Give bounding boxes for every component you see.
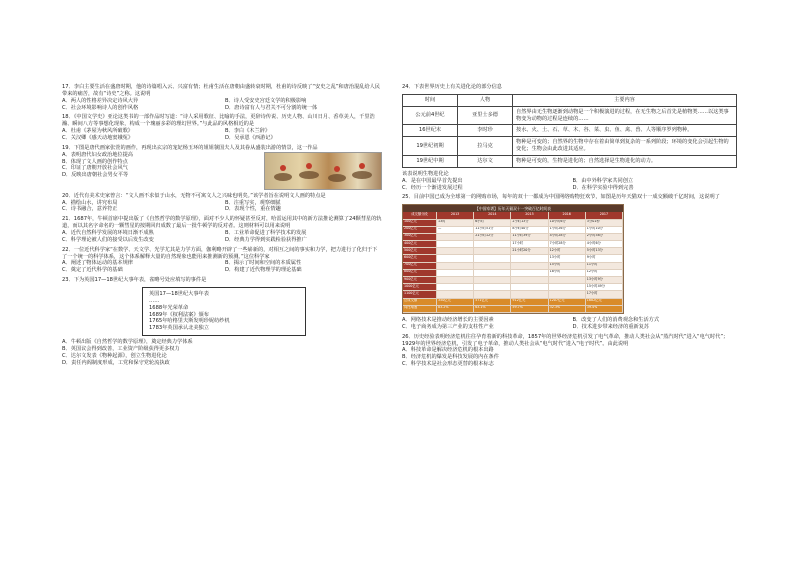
grid-year-header: 2014 — [474, 212, 511, 219]
option-a[interactable]: A．网络技术是推动经济增长的主要因素 — [402, 316, 494, 323]
table-header-row — [403, 94, 737, 106]
grid-cell — [511, 270, 548, 277]
cell-content: 物种是可变的，生物是进化的；自然选择是生物进化的动力。 — [513, 156, 737, 168]
cell-time: 公元前4世纪 — [403, 106, 458, 125]
question-21 — [62, 216, 382, 243]
grid-cell: 21小时20分 — [511, 248, 548, 255]
grid-cell — [437, 284, 474, 291]
grid-cell: 1小时26分 — [549, 227, 586, 234]
grid-cell — [437, 277, 474, 284]
grid-cell — [474, 291, 511, 298]
question-20 — [62, 193, 382, 214]
question-24-stem: 24．下表世界历史上有关进化论的部分信息 — [402, 84, 502, 90]
grid-cell — [437, 241, 474, 248]
header-content: 主要内容 — [513, 94, 737, 106]
option-a[interactable]: A．杜甫《茅屋为秋风所破歌》 — [62, 128, 133, 135]
timeline-item: 1688年光荣革命 — [149, 304, 189, 311]
grid-cell: 350亿元 — [437, 299, 474, 306]
option-d[interactable]: D．吴承恩《西游记》 — [225, 135, 276, 142]
grid-cell: 83.2% — [437, 306, 474, 313]
question-25 — [402, 194, 737, 330]
option-a[interactable]: A．科技革命是解决经济危机的根本出路 — [402, 347, 494, 354]
option-c[interactable]: C．印证了唐朝开放社会风气 — [62, 165, 128, 172]
grid-cell — [549, 277, 586, 284]
option-c[interactable]: C．经历一个渐进发展过程 — [402, 184, 463, 191]
right-column — [402, 84, 737, 368]
grid-cell — [511, 263, 548, 270]
grid-cell — [511, 284, 548, 291]
grid-cell: 12小时 — [586, 270, 623, 277]
question-20-options — [62, 200, 382, 214]
grid-row-label: 600亿元 — [403, 255, 437, 262]
option-d[interactable]: D．责任内阁制度形成，工党和保守党轮流执政 — [62, 359, 170, 366]
question-24-options — [402, 178, 737, 192]
grid-cell: 9小时 — [586, 255, 623, 262]
grid-cell — [511, 277, 548, 284]
grid-year-header: 2013 — [437, 212, 474, 219]
option-b[interactable]: B．由中外科学家共同创立 — [572, 177, 634, 184]
grid-cell: 912亿元 — [511, 299, 548, 306]
question-18-stem: 18．《中国文学史》亚论这类书的一部作品时写道：“诗人采用歌征、比喻的手法，更辞诗传说、历史人物、山川日月、香草美人，千里浩瀚、瞬间八方等事想化现象，构成一个瑰丽多彩的理幻世界。”与此品的风格相近的是 — [62, 114, 375, 128]
grid-cell — [474, 241, 511, 248]
grid-cell — [474, 284, 511, 291]
option-a[interactable]: A．是在中国最早首先提出 — [402, 177, 463, 184]
option-b[interactable]: B．英国议会得到改善，工业资产阶级获得更多权力 — [62, 346, 180, 353]
timeline-item: …… — [149, 297, 160, 304]
grid-cell: 21小时12分 — [474, 234, 511, 241]
table-row — [403, 156, 737, 168]
option-c[interactable]: C．科学技术是社会形态更替的根本标志 — [402, 361, 494, 368]
grid-cell — [549, 291, 586, 298]
grid-cell: — — [437, 227, 474, 234]
grid-cell: 39.4% — [586, 306, 623, 313]
timeline-title: 英国17—18世纪大事年表 — [149, 291, 209, 298]
grid-cell: 17小时 — [511, 241, 548, 248]
question-26-options — [402, 347, 737, 368]
question-17-options — [62, 98, 382, 112]
sales-grid — [403, 212, 623, 313]
grid-cell: 4小时28分 — [549, 234, 586, 241]
option-c[interactable]: C．电子商务成为第三产业的支柱性产业 — [402, 323, 494, 330]
grid-cell: 13小时9分 — [586, 277, 623, 284]
cell-time: 19世纪中期 — [403, 156, 458, 168]
grid-cell: 3分01秒 — [586, 220, 623, 227]
option-c[interactable]: C．诗书融合，意养符正 — [62, 206, 118, 213]
question-19 — [62, 145, 382, 190]
grid-row-label: 200亿元 — [403, 227, 437, 234]
question-21-options — [62, 230, 382, 244]
table-row — [403, 125, 737, 137]
grid-cell: 11小时39分 — [511, 234, 548, 241]
grid-cell: 17小时 — [586, 291, 623, 298]
option-a[interactable]: A．表明唐代妇女政治地位提高 — [62, 151, 133, 158]
option-a[interactable]: A．近代自然科学发展的环境日渐不成熟 — [62, 230, 154, 237]
grid-cell — [511, 291, 548, 298]
grid-cell — [474, 277, 511, 284]
grid-cell: 2小时58分 — [586, 234, 623, 241]
option-a[interactable]: A．描绘山水，讲究布局 — [62, 199, 118, 206]
question-25-stem: 25．目前中国已成为全球第一的网购市场，每年的双十一都成为中国网络购物狂欢节，如图是历年天猫双十一成交额破千亿时间，这说明了 — [402, 194, 720, 201]
grid-cell — [549, 284, 586, 291]
grid-cell: 13小时 — [549, 255, 586, 262]
header-person: 人物 — [458, 94, 513, 106]
question-24-tail: 该表说明生物进化论 — [402, 170, 449, 177]
option-b[interactable]: B．改变了人们的消费观念和生活方式 — [572, 316, 660, 323]
option-d[interactable]: D．构建了近代物理学的理论基础 — [225, 267, 302, 274]
grid-cell — [437, 248, 474, 255]
grid-cell: 12小时 — [549, 248, 586, 255]
grid-cell: 15小时49分 — [586, 284, 623, 291]
grid-row-label: 400亿元 — [403, 241, 437, 248]
grid-cell: 11小时51分 — [474, 227, 511, 234]
question-24 — [402, 84, 737, 191]
grid-row-label: 1100亿元 — [403, 291, 437, 298]
grid-row-label: 700亿元 — [403, 263, 437, 270]
grid-row-label: 300亿元 — [403, 234, 437, 241]
cell-person: 亚里士多德 — [458, 106, 513, 125]
question-21-stem: 21．1687年，牛顿首席中提出版了《自然哲学的数学原理》，面对不少人的怀疑甚至反对，哈雷运用其中的新方法推论测算了24颗彗星的轨道，而以其名字命名的一颗彗星的按期回归成数了最后一批牛顿学的反对者。这则材料可以用来说明 — [62, 216, 382, 230]
question-26 — [402, 334, 737, 368]
grid-year-header: 2016 — [549, 212, 586, 219]
cell-time: 16世纪末 — [403, 125, 458, 137]
grid-row-label: 总成交额 — [403, 299, 437, 306]
grid-cell: 571亿元 — [474, 299, 511, 306]
question-18 — [62, 114, 382, 141]
question-22-options — [62, 260, 382, 274]
question-19-stem: 19．下图是唐代画家张萱的画作，再现出玄宗的宠妃杨玉环的姐姐虢国夫人及其眷从盛装出游的情景，这一作品 — [62, 144, 318, 151]
cell-person: 李时珍 — [458, 125, 513, 137]
option-d[interactable]: D．经典力学得到实践检验获得推广 — [225, 236, 307, 243]
option-b[interactable]: B．体现了文人画的创作特点 — [62, 158, 128, 165]
question-22-stem: 22．一位近代科学家“在数学、天文学、光学尤其是力学方面，伽利略开辟了一些崭新的，对相互之间的事实和力学，把力进行了化归于下了一个统一的科学体系，这个体系解释大量的自然现象也能用来推测新的预测。”这位科学家 — [62, 246, 378, 260]
question-23-options — [62, 339, 382, 366]
option-b[interactable]: B．诗人受安史宫廷文学的积极影响 — [225, 97, 307, 104]
evolution-table — [402, 94, 737, 168]
grid-cell: 32.3% — [549, 306, 586, 313]
question-18-options — [62, 128, 382, 142]
cell-person: 达尔文 — [458, 156, 513, 168]
grid-cell — [474, 248, 511, 255]
cell-time: 19世纪初期 — [403, 137, 458, 156]
grid-cell: 4小时6分 — [586, 241, 623, 248]
option-c[interactable]: C．社会环境影响诗人的创作风格 — [62, 104, 139, 111]
question-19-options — [62, 152, 258, 190]
option-d[interactable]: D．在科学实验中得到完善 — [572, 184, 634, 191]
option-a[interactable]: A．牛顿出版《自然哲学的数学原理》，奠定经典力学体系 — [62, 339, 193, 346]
grid-cell: 13时 — [437, 220, 474, 227]
timeline-item: 1783年英国承认北美独立 — [149, 325, 209, 332]
painting-image — [264, 152, 382, 190]
header-time: 时间 — [403, 94, 458, 106]
option-a[interactable]: A．两人的性格差异决定诗风大异 — [62, 97, 139, 104]
grid-row-label: 800亿元 — [403, 270, 437, 277]
option-c[interactable]: C．达尔文发表《物种起源》，创立生物进化论 — [62, 352, 167, 359]
grid-cell — [437, 234, 474, 241]
option-b[interactable]: B．揭示了时间和空间的本质属性 — [225, 260, 302, 267]
grid-cell — [474, 263, 511, 270]
option-b[interactable]: B．工业革命促进了科学技术的发展 — [225, 230, 307, 237]
option-a[interactable]: A．阐述了物体运动的基本规律 — [62, 260, 133, 267]
grid-cell: 15小时 — [549, 263, 586, 270]
option-c[interactable]: C．科学理论被人们的接受以后发生改变 — [62, 236, 154, 243]
option-d[interactable]: D．反映出唐朝社会男女平等 — [62, 172, 129, 179]
grid-cell — [437, 255, 474, 262]
option-d[interactable]: D．技术进步带来经济的重新复苏 — [572, 323, 650, 330]
grid-row-label: 500亿元 — [403, 248, 437, 255]
timeline-item: 1689年《权利法案》颁布 — [149, 311, 209, 318]
timeline-item: 1765年哈格里夫斯发明珍妮纺纱机 — [149, 318, 230, 325]
grid-row-label: 1000亿元 — [403, 284, 437, 291]
grid-cell — [437, 270, 474, 277]
question-23-stem: 23．下为英国17—18世纪大事年表，雀略号处应填写的事件是 — [62, 277, 207, 284]
option-d[interactable]: D．唐诗富有人与君关不可分割的统一体 — [225, 104, 318, 111]
table-row — [403, 106, 737, 125]
question-23 — [62, 277, 382, 366]
grid-cell: 1207亿元 — [549, 299, 586, 306]
grid-row-label: 同比增速 — [403, 306, 437, 313]
grid-cell: 63.1% — [474, 306, 511, 313]
grid-cell: 10小时6分 — [549, 220, 586, 227]
option-d[interactable]: D．表现个性，重在情趣 — [225, 206, 281, 213]
grid-row-label: 100亿元 — [403, 220, 437, 227]
timeline-box — [142, 287, 306, 336]
question-22 — [62, 247, 382, 274]
question-26-stem: 26．历史经验表明经济危机往往孕育着新的科技革命，1857年的世界经济危机引发了电气革命，推动人类社会从“蒸汽时代”进入“电气时代”；1929年的世界经济危机，引发了电子革命，推动人类社会从“电气时代”进入“电子时代”。由此说明 — [402, 333, 729, 347]
left-column — [62, 84, 382, 367]
grid-cell: 2小时13分 — [511, 220, 548, 227]
grid-year-header: 2017 — [586, 212, 623, 219]
table-row — [403, 137, 737, 156]
grid-cell: 8小时40分 — [511, 227, 548, 234]
cell-content: 按水、火、土、石、草、木、谷、菜、虫、鱼、禽、兽、人等顺序罗列物种。 — [513, 125, 737, 137]
grid-row-label: 900亿元 — [403, 277, 437, 284]
grid-cell: 6小时 — [474, 220, 511, 227]
sales-table-title: 【中国家谱】历年天猫双十一突破百亿时间表 — [403, 205, 623, 212]
option-b[interactable]: B．李白《木兰辞》 — [225, 128, 271, 135]
option-b[interactable]: B．注重写实，观察细腻 — [225, 199, 281, 206]
grid-cell — [474, 270, 511, 277]
cell-person: 拉马克 — [458, 137, 513, 156]
grid-cell: 1小时10分 — [586, 227, 623, 234]
cell-content: 自然界由无生物逐渐到动物是一个积极演进的过程，在无生物之后首先是植物类……以这类事物变为动物的过程是连续的…… — [513, 106, 737, 125]
grid-row-label: 成交额分段 — [403, 212, 437, 219]
grid-cell — [511, 255, 548, 262]
grid-cell: 11小时 — [586, 263, 623, 270]
grid-cell — [437, 291, 474, 298]
cell-content: 物种是可变的；自然界的生物中存在着由简单到复杂的一系列阶段；环境的变化会引起生物的变化；生物会由此改进其适应。 — [513, 137, 737, 156]
grid-cell: 18小时 — [549, 270, 586, 277]
grid-cell: 59.7% — [511, 306, 548, 313]
question-20-stem: 20．近代有美术史家曾言：“文人画不求似于山水，无物不可寓文人之兴味也明矣。”该学者旨在说明文人画的特点是 — [62, 192, 326, 199]
question-25-options — [402, 317, 737, 331]
grid-cell — [437, 263, 474, 270]
grid-cell: 5小时13分 — [586, 248, 623, 255]
option-b[interactable]: B．经济危机的爆发是科技发展的内在条件 — [402, 354, 499, 361]
option-c[interactable]: C．奠定了近代科学的基础 — [62, 267, 123, 274]
grid-year-header: 2015 — [511, 212, 548, 219]
sales-table — [402, 204, 624, 314]
grid-cell: 1682亿元 — [586, 299, 623, 306]
question-17-stem: 17．李白主要生活在盛唐时期，他的诗篇唱入云、兴富有情；杜甫生活在唐朝由盛转衰时期，杜甫的诗反映了“安史之乱”和唐治混乱给人民带来的痛苦，故有“诗史”之称。这说明 — [62, 84, 381, 97]
grid-cell — [474, 255, 511, 262]
option-c[interactable]: C．关汉卿《感天动地窦娥冤》 — [62, 135, 134, 142]
grid-cell: 7小时28分 — [549, 241, 586, 248]
question-17 — [62, 84, 382, 111]
